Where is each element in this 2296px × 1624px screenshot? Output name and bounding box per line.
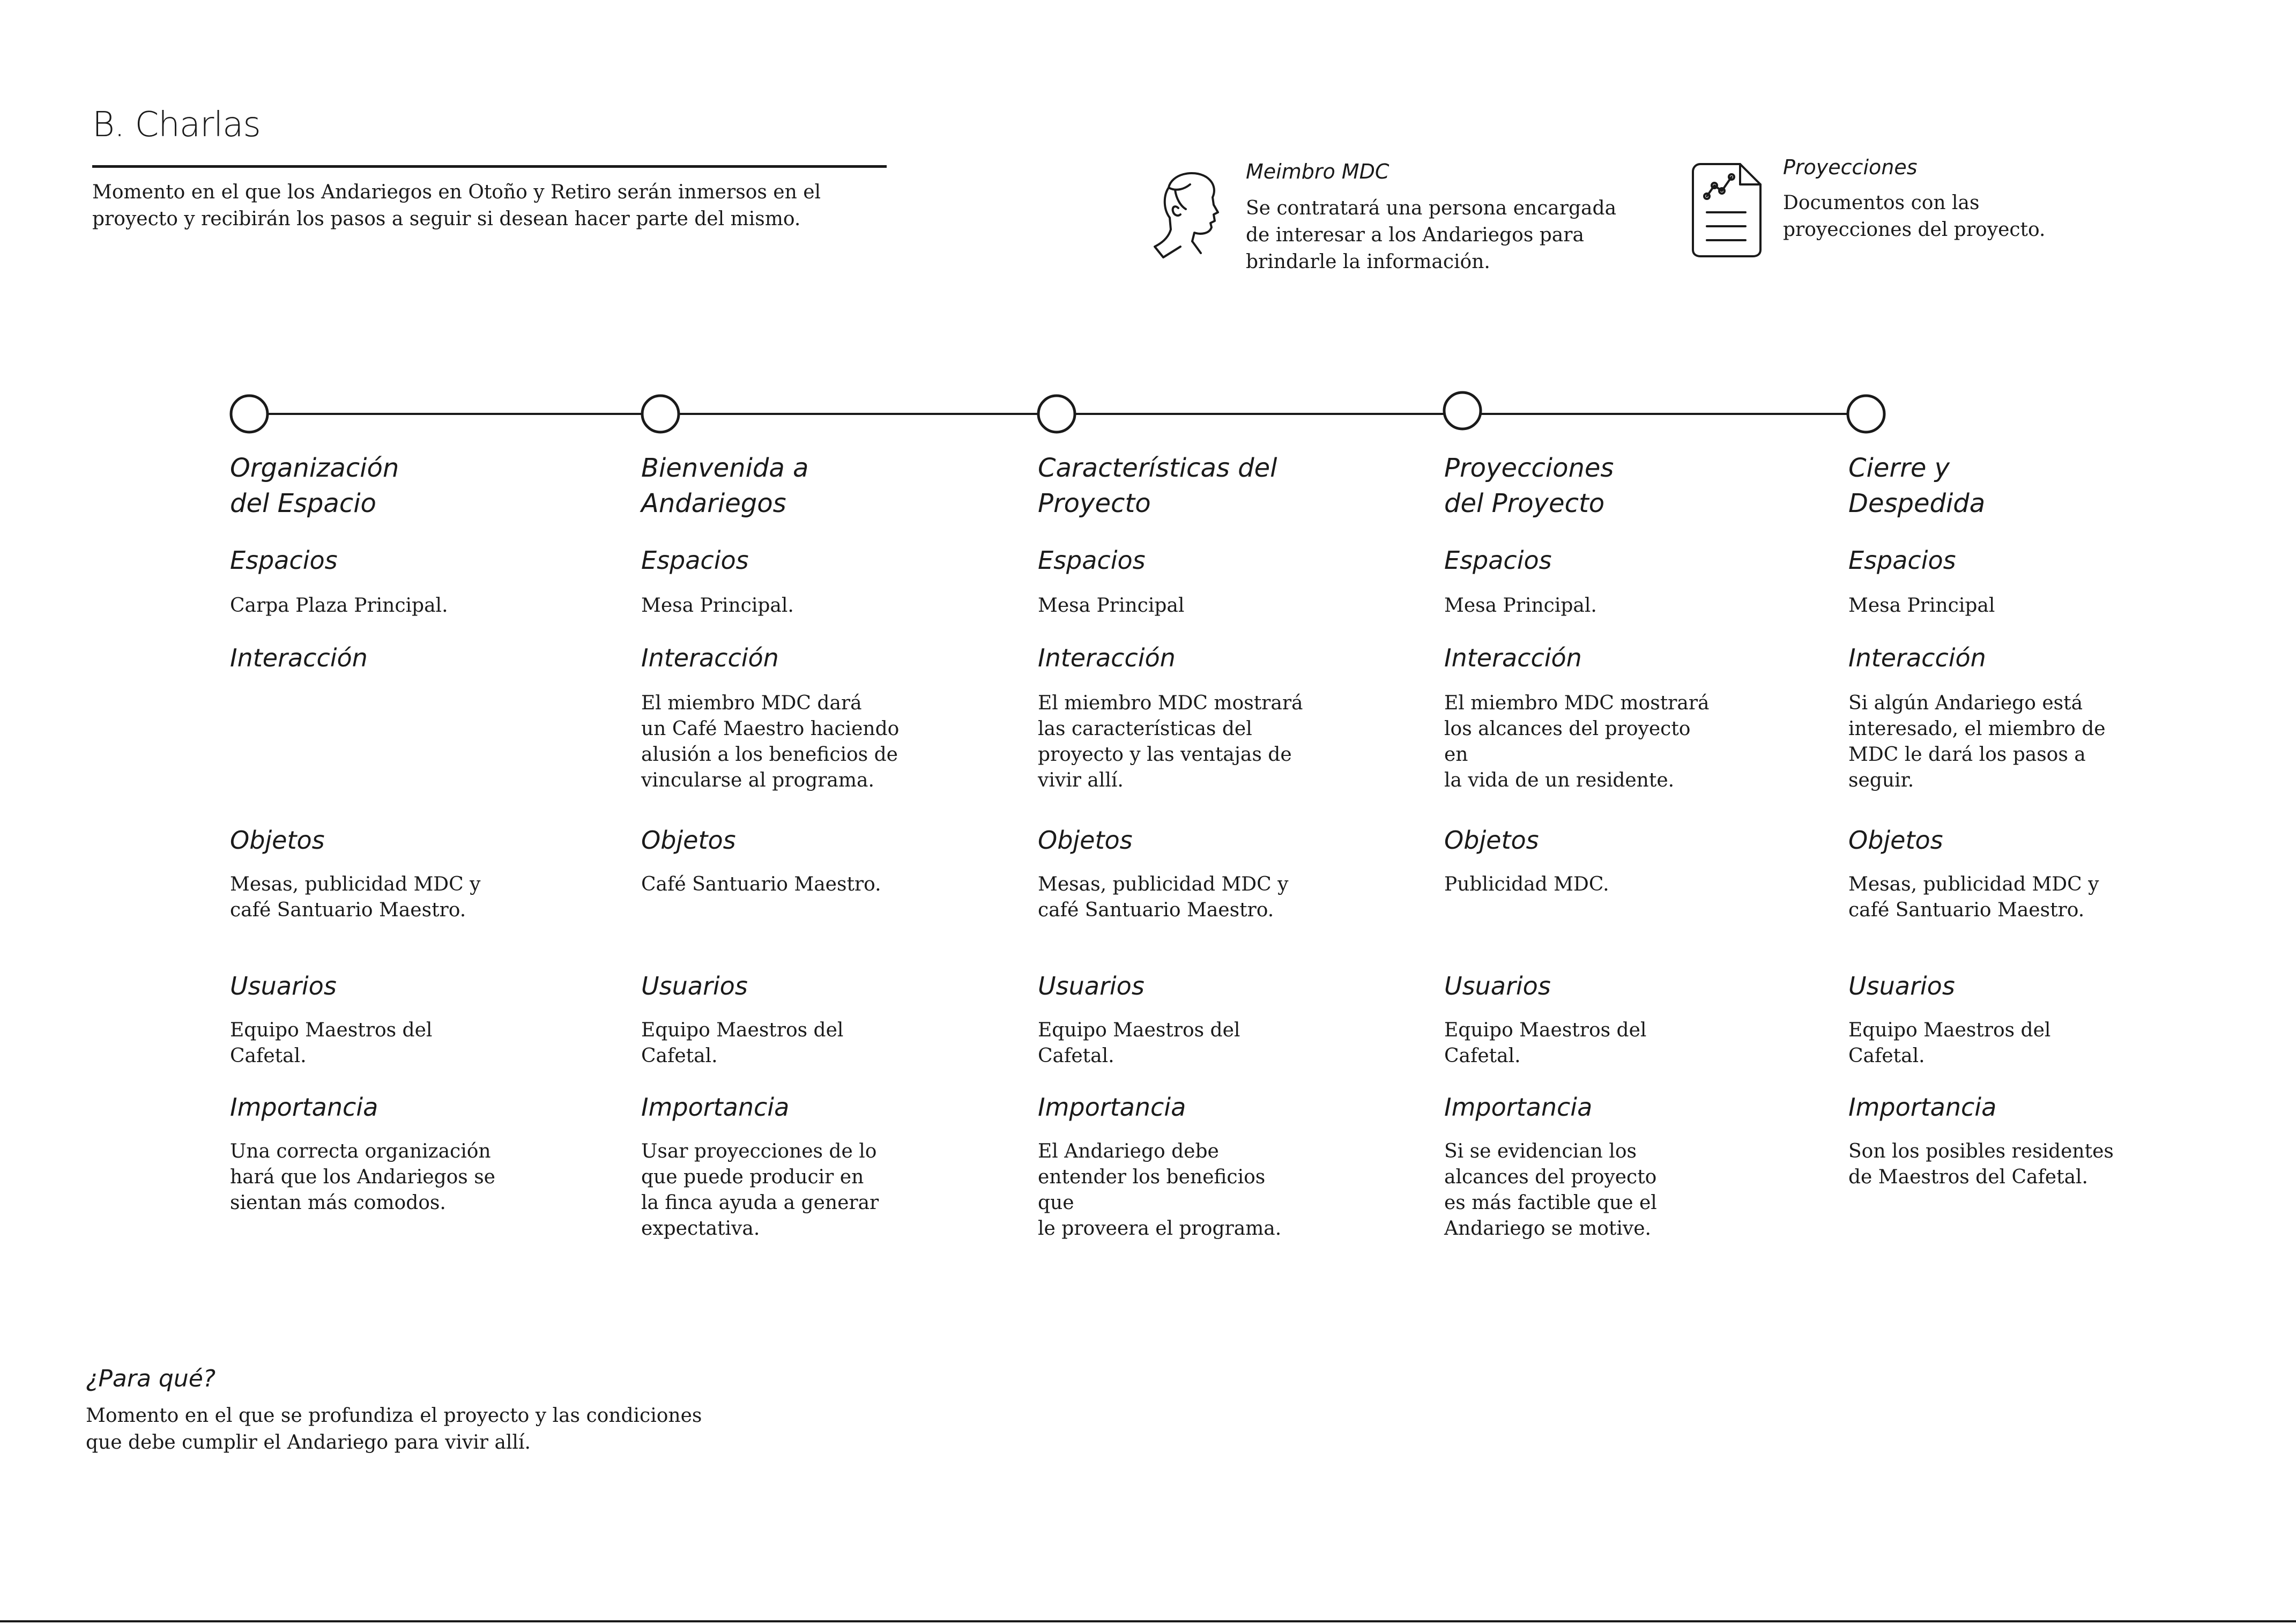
timeline-node-1 bbox=[231, 396, 268, 432]
espacios-text: Carpa Plaza Principal. bbox=[230, 595, 448, 617]
page-title: B. Charlas bbox=[92, 105, 261, 145]
step-title: Cierre y Despedida bbox=[1848, 453, 1986, 518]
interaccion-text: El miembro MDC mostrará los alcances del proyecto en la vida de un residente. bbox=[1444, 692, 1710, 791]
usuarios-text: Equipo Maestros del Cafetal. bbox=[230, 1019, 433, 1067]
interaccion-label: Interacción bbox=[1848, 643, 1986, 672]
espacios-label: Espacios bbox=[641, 546, 749, 575]
step-column-2 bbox=[641, 450, 941, 1240]
espacios-text: Mesa Principal. bbox=[1444, 595, 1597, 617]
importancia-text: Una correcta organización hará que los Andariegos se sientan más comodos. bbox=[230, 1140, 495, 1214]
importancia-text: Usar proyecciones de lo que puede producir en la finca ayuda a generar expectativa. bbox=[641, 1140, 879, 1240]
timeline-node-2 bbox=[642, 396, 679, 432]
interaccion-text: El miembro MDC dará un Café Maestro haciendo alusión a los beneficios de vincularse al programa. bbox=[641, 692, 900, 791]
purpose-text: Momento en el que se profundiza el proyecto y las condiciones que debe cumplir el Andariego para vivir allí. bbox=[86, 1405, 702, 1454]
intro-text: Momento en el que los Andariegos en Otoño y Retiro serán inmersos en el proyecto y recibirán los pasos a seguir si desean hacer parte del mismo. bbox=[92, 181, 821, 230]
importancia-text: Son los posibles residentes de Maestros del Cafetal. bbox=[1848, 1140, 2114, 1188]
espacios-label: Espacios bbox=[230, 546, 338, 575]
usuarios-label: Usuarios bbox=[641, 972, 748, 1000]
usuarios-text: Equipo Maestros del Cafetal. bbox=[1444, 1019, 1647, 1067]
timeline-node-4 bbox=[1444, 392, 1481, 429]
objetos-label: Objetos bbox=[641, 826, 736, 855]
interaccion-label: Interacción bbox=[1038, 643, 1176, 672]
espacios-text: Mesa Principal bbox=[1848, 595, 1995, 617]
step-column-4 bbox=[1444, 450, 1744, 1240]
legend-member-title: Meimbro MDC bbox=[1246, 160, 1390, 183]
step-column-1 bbox=[230, 450, 530, 1214]
interaccion-label: Interacción bbox=[641, 643, 779, 672]
importancia-text: Si se evidencian los alcances del proyecto es más factible que el Andariego se motive. bbox=[1444, 1140, 1657, 1240]
objetos-label: Objetos bbox=[230, 826, 325, 855]
interaccion-text: Si algún Andariego está interesado, el miembro de MDC le dará los pasos a seguir. bbox=[1848, 692, 2106, 791]
legend-member-text: Se contratará una persona encargada de interesar a los Andariegos para brindarle la información. bbox=[1246, 197, 1617, 273]
objetos-label: Objetos bbox=[1038, 826, 1133, 855]
step-title: Bienvenida a Andariegos bbox=[641, 453, 809, 518]
person-profile-icon bbox=[1147, 166, 1228, 263]
importancia-label: Importancia bbox=[1038, 1093, 1186, 1122]
espacios-label: Espacios bbox=[1848, 546, 1956, 575]
objetos-text: Café Santuario Maestro. bbox=[641, 873, 881, 895]
legend-projections-title: Proyecciones bbox=[1783, 155, 1918, 179]
espacios-label: Espacios bbox=[1444, 546, 1552, 575]
espacios-text: Mesa Principal bbox=[1038, 595, 1185, 617]
step-title: Organización del Espacio bbox=[230, 453, 399, 518]
objetos-label: Objetos bbox=[1848, 826, 1943, 855]
espacios-text: Mesa Principal. bbox=[641, 595, 794, 617]
document-chart-icon bbox=[1689, 161, 1764, 259]
usuarios-label: Usuarios bbox=[1444, 972, 1551, 1000]
espacios-label: Espacios bbox=[1038, 546, 1146, 575]
purpose-title: ¿Para qué? bbox=[86, 1365, 216, 1392]
timeline-node-5 bbox=[1848, 396, 1884, 432]
bottom-divider bbox=[0, 1620, 2296, 1622]
importancia-label: Importancia bbox=[1848, 1093, 1997, 1122]
usuarios-label: Usuarios bbox=[1848, 972, 1955, 1000]
interaccion-label: Interacción bbox=[230, 643, 368, 672]
usuarios-text: Equipo Maestros del Cafetal. bbox=[1038, 1019, 1240, 1067]
legend-projections-text: Documentos con las proyecciones del proyecto. bbox=[1783, 192, 2046, 241]
step-column-5 bbox=[1848, 450, 2149, 1188]
usuarios-label: Usuarios bbox=[230, 972, 337, 1000]
importancia-label: Importancia bbox=[1444, 1093, 1593, 1122]
importancia-text: El Andariego debe entender los beneficios que le proveera el programa. bbox=[1038, 1140, 1282, 1240]
objetos-text: Mesas, publicidad MDC y café Santuario Maestro. bbox=[1848, 873, 2099, 921]
objetos-label: Objetos bbox=[1444, 826, 1539, 855]
timeline-node-3 bbox=[1038, 396, 1075, 432]
importancia-label: Importancia bbox=[641, 1093, 790, 1122]
interaccion-label: Interacción bbox=[1444, 643, 1582, 672]
interaccion-text: El miembro MDC mostrará las características del proyecto y las ventajas de vivir allí. bbox=[1038, 692, 1303, 791]
usuarios-text: Equipo Maestros del Cafetal. bbox=[1848, 1019, 2051, 1067]
title-divider bbox=[92, 165, 887, 168]
timeline bbox=[0, 375, 2296, 440]
objetos-text: Publicidad MDC. bbox=[1444, 873, 1609, 895]
objetos-text: Mesas, publicidad MDC y café Santuario Maestro. bbox=[230, 873, 481, 921]
step-title: Características del Proyecto bbox=[1038, 453, 1277, 518]
step-title: Proyecciones del Proyecto bbox=[1444, 453, 1614, 518]
importancia-label: Importancia bbox=[230, 1093, 378, 1122]
step-column-3 bbox=[1038, 450, 1338, 1240]
usuarios-label: Usuarios bbox=[1038, 972, 1145, 1000]
usuarios-text: Equipo Maestros del Cafetal. bbox=[641, 1019, 844, 1067]
objetos-text: Mesas, publicidad MDC y café Santuario Maestro. bbox=[1038, 873, 1289, 921]
